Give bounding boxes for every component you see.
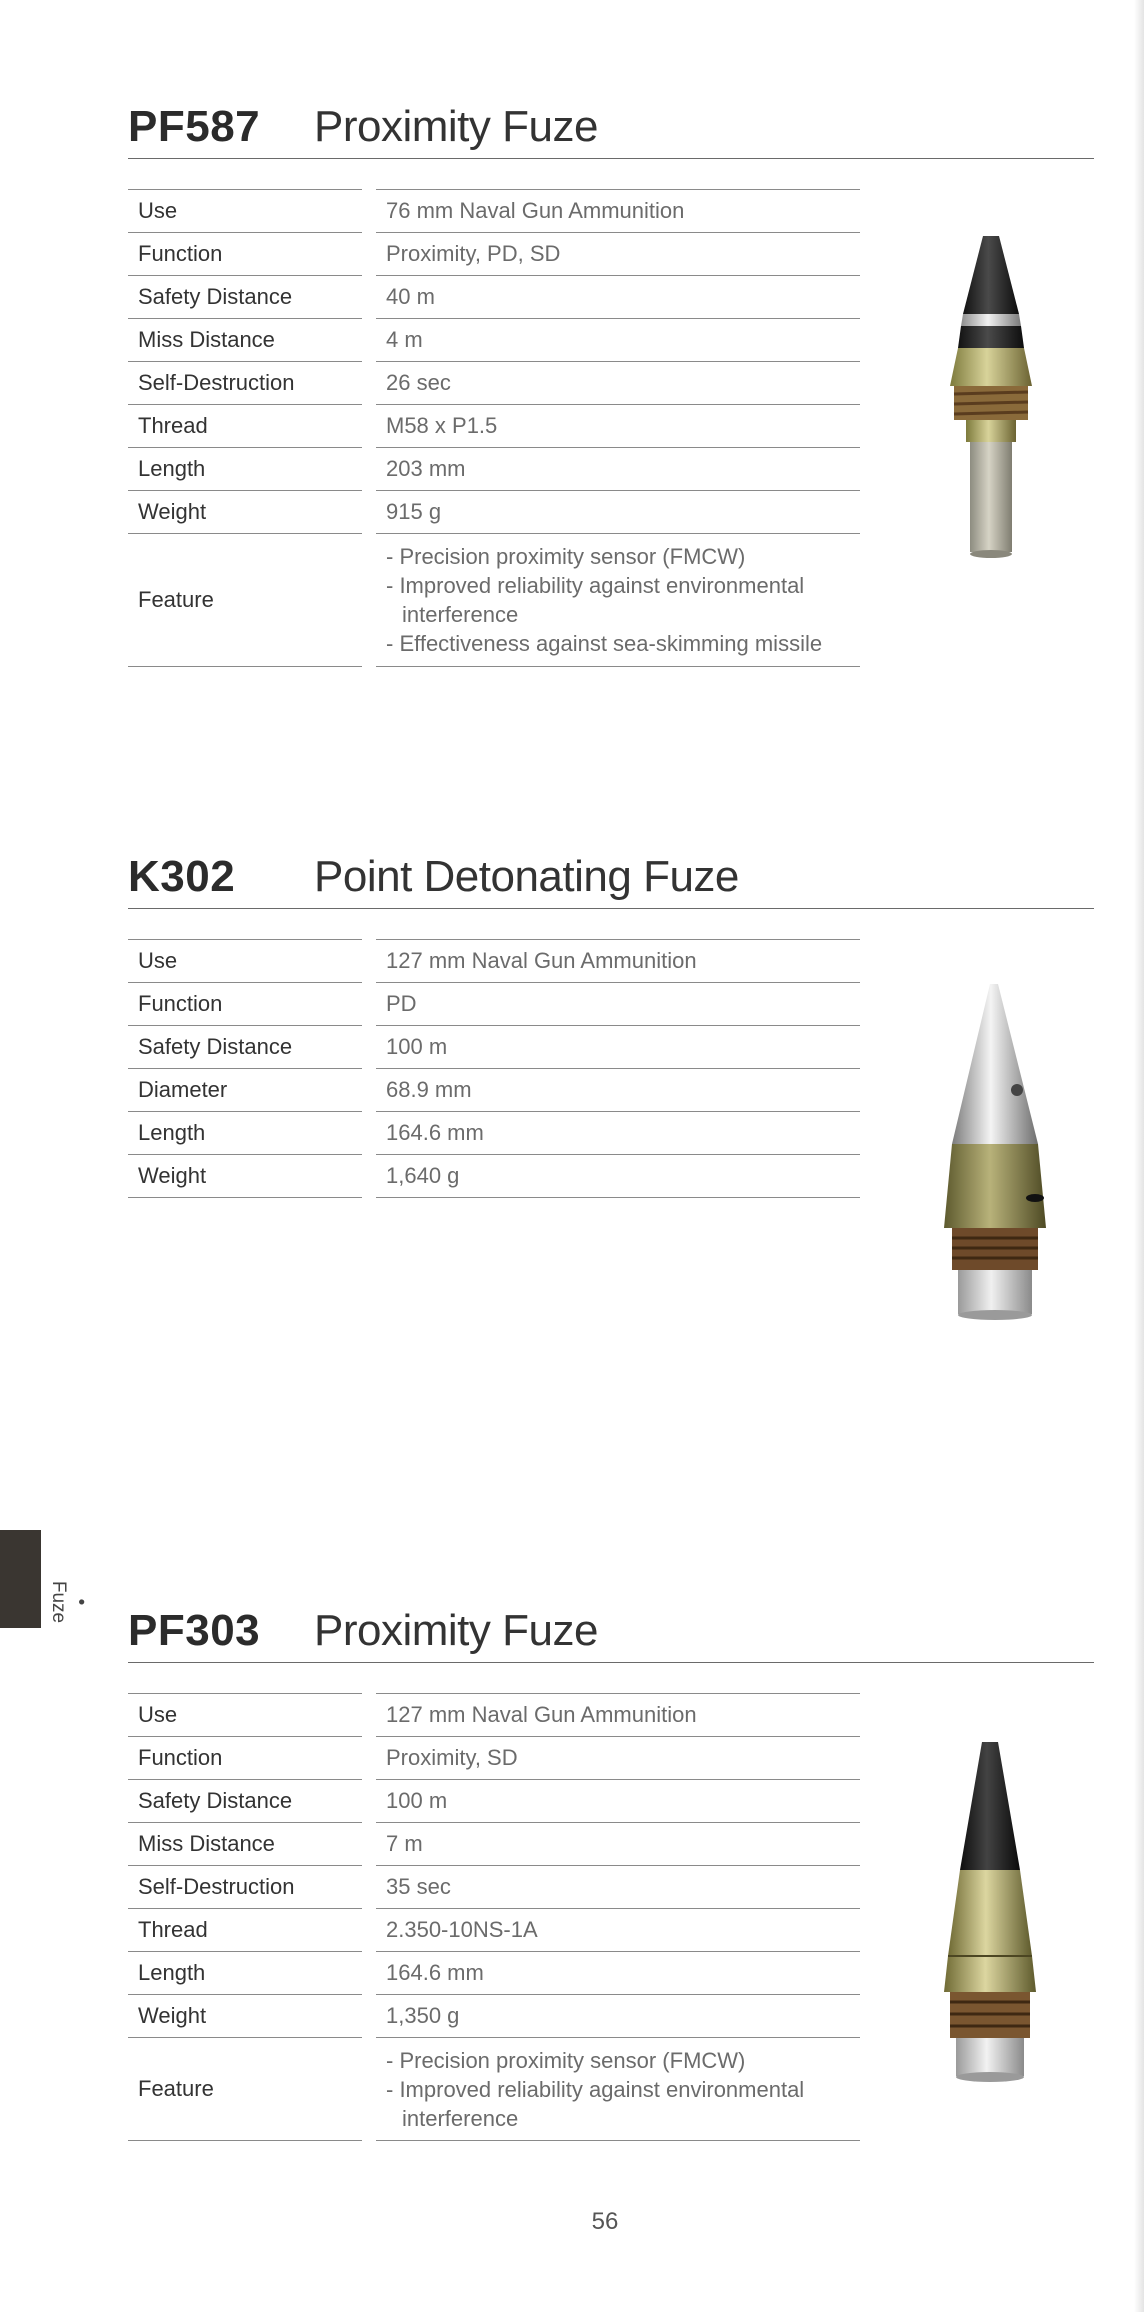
spec-value: 68.9 mm bbox=[376, 1069, 860, 1112]
spec-label: Self-Destruction bbox=[128, 362, 362, 405]
spec-value: 26 sec bbox=[376, 362, 860, 405]
feature-line: - Effectiveness against sea-skimming missile bbox=[386, 631, 823, 656]
product-code: K302 bbox=[128, 852, 236, 901]
feature-line: - Precision proximity sensor (FMCW) bbox=[386, 2047, 746, 2073]
feature-list bbox=[376, 2038, 860, 2141]
spec-label: Length bbox=[128, 448, 362, 491]
spec-value: PD bbox=[376, 983, 860, 1026]
spec-label: Length bbox=[128, 1112, 362, 1155]
pf303-fuze-image bbox=[880, 1738, 1100, 2098]
spec-label: Safety Distance bbox=[128, 276, 362, 319]
spec-value: 100 m bbox=[376, 1026, 860, 1069]
spec-table bbox=[128, 939, 860, 1198]
spec-row bbox=[128, 189, 860, 233]
spec-label: Thread bbox=[128, 1909, 362, 1952]
product-code: PF303 bbox=[128, 1606, 261, 1655]
product-title: Proximity Fuze bbox=[314, 102, 598, 151]
spec-value: 2.350-10NS-1A bbox=[376, 1909, 860, 1952]
spec-row bbox=[128, 1112, 860, 1155]
spec-label: Safety Distance bbox=[128, 1780, 362, 1823]
side-tab-text: Fuze bbox=[48, 1580, 69, 1624]
spec-row-feature bbox=[128, 2038, 860, 2141]
product-title: Point Detonating Fuze bbox=[314, 852, 739, 901]
spec-row bbox=[128, 1026, 860, 1069]
spec-label: Miss Distance bbox=[128, 319, 362, 362]
spec-label: Weight bbox=[128, 491, 362, 534]
spec-value: 76 mm Naval Gun Ammunition bbox=[376, 189, 860, 233]
section-side-tab bbox=[0, 1530, 41, 1628]
spec-row bbox=[128, 491, 860, 534]
spec-table bbox=[128, 1693, 860, 2141]
spec-label: Function bbox=[128, 1737, 362, 1780]
spec-row bbox=[128, 1866, 860, 1909]
spec-row bbox=[128, 1155, 860, 1198]
spec-row bbox=[128, 233, 860, 276]
spec-row bbox=[128, 1952, 860, 1995]
k302-fuze-image bbox=[900, 980, 1090, 1330]
product-header bbox=[128, 850, 1094, 909]
spec-label: Length bbox=[128, 1952, 362, 1995]
feature-line: - Improved reliability against environmental bbox=[386, 2076, 805, 2102]
spec-row bbox=[128, 1909, 860, 1952]
side-tab-label bbox=[47, 1577, 91, 1627]
spec-value: 7 m bbox=[376, 1823, 860, 1866]
spec-value: 127 mm Naval Gun Ammunition bbox=[376, 939, 860, 983]
product-title: Proximity Fuze bbox=[314, 1606, 598, 1655]
feature-list bbox=[376, 534, 860, 667]
spec-row bbox=[128, 1995, 860, 2038]
side-tab-bullet: • bbox=[70, 1598, 91, 1606]
spec-value: 164.6 mm bbox=[376, 1952, 860, 1995]
spec-label: Feature bbox=[128, 534, 362, 667]
spec-value: 164.6 mm bbox=[376, 1112, 860, 1155]
spec-row bbox=[128, 1823, 860, 1866]
pf587-fuze-image bbox=[900, 232, 1090, 608]
spec-label: Function bbox=[128, 233, 362, 276]
spec-label: Thread bbox=[128, 405, 362, 448]
spec-label: Diameter bbox=[128, 1069, 362, 1112]
spec-value: 100 m bbox=[376, 1780, 860, 1823]
spec-label: Feature bbox=[128, 2038, 362, 2141]
spec-row-feature bbox=[128, 534, 860, 667]
feature-line: - Improved reliability against environmental bbox=[386, 573, 805, 598]
spec-row bbox=[128, 405, 860, 448]
spec-label: Weight bbox=[128, 1155, 362, 1198]
spec-value: 35 sec bbox=[376, 1866, 860, 1909]
spec-label: Self-Destruction bbox=[128, 1866, 362, 1909]
page-number: 56 bbox=[591, 2208, 619, 2235]
product-header bbox=[128, 1604, 1094, 1663]
spec-label: Use bbox=[128, 1693, 362, 1737]
feature-line: interference bbox=[402, 2105, 519, 2131]
spec-label: Function bbox=[128, 983, 362, 1026]
spec-value: 40 m bbox=[376, 276, 860, 319]
spec-row bbox=[128, 448, 860, 491]
spec-row bbox=[128, 1780, 860, 1823]
spec-value: Proximity, PD, SD bbox=[376, 233, 860, 276]
spec-value: Proximity, SD bbox=[376, 1737, 860, 1780]
spec-row bbox=[128, 276, 860, 319]
spec-label: Use bbox=[128, 189, 362, 233]
spec-value: M58 x P1.5 bbox=[376, 405, 860, 448]
spec-row bbox=[128, 1737, 860, 1780]
spec-label: Weight bbox=[128, 1995, 362, 2038]
spec-value: 1,350 g bbox=[376, 1995, 860, 2038]
spec-value: 915 g bbox=[376, 491, 860, 534]
spec-value: 1,640 g bbox=[376, 1155, 860, 1198]
spec-label: Use bbox=[128, 939, 362, 983]
spec-value: 4 m bbox=[376, 319, 860, 362]
spec-row bbox=[128, 362, 860, 405]
spec-row bbox=[128, 1069, 860, 1112]
spec-row bbox=[128, 319, 860, 362]
spec-value: 203 mm bbox=[376, 448, 860, 491]
spec-row bbox=[128, 1693, 860, 1737]
page-edge-shadow bbox=[1134, 0, 1144, 2312]
spec-label: Miss Distance bbox=[128, 1823, 362, 1866]
spec-label: Safety Distance bbox=[128, 1026, 362, 1069]
product-code: PF587 bbox=[128, 102, 261, 151]
spec-value: 127 mm Naval Gun Ammunition bbox=[376, 1693, 860, 1737]
spec-row bbox=[128, 939, 860, 983]
spec-table bbox=[128, 189, 860, 667]
product-header bbox=[128, 100, 1094, 159]
feature-line: interference bbox=[402, 602, 519, 627]
spec-row bbox=[128, 983, 860, 1026]
feature-line: - Precision proximity sensor (FMCW) bbox=[386, 544, 746, 569]
